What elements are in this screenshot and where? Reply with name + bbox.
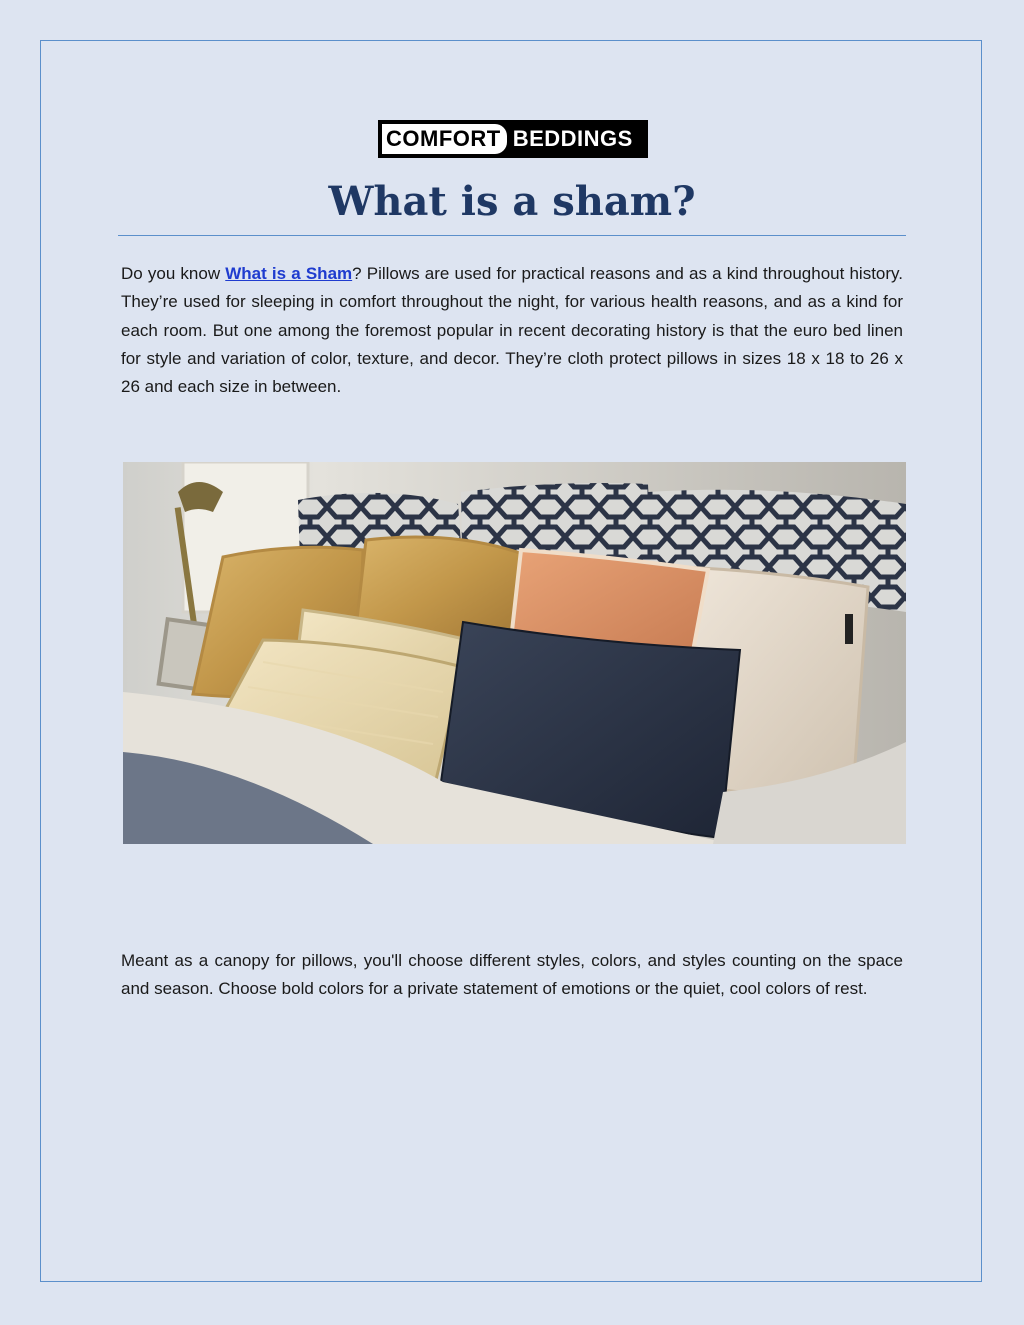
intro-lead: Do you know [121, 264, 226, 283]
logo-right-text: BEDDINGS [512, 126, 633, 151]
pillows-photo [123, 462, 906, 844]
intro-paragraph [121, 260, 903, 401]
logo-left-text: COMFORT [382, 124, 507, 154]
closing-paragraph: Meant as a canopy for pillows, you'll choose different styles, colors, and styles counting on the space and season. Choose bold colors for a private statement of emotions or the quiet, cool colors of rest. [121, 951, 903, 999]
comfort-beddings-logo [378, 120, 648, 158]
what-is-a-sham-link[interactable]: What is a Sham [225, 264, 353, 283]
title-divider [118, 235, 906, 236]
intro-rest: ? Pillows are used for practical reasons and as a kind throughout history. They’re used for sleeping in comfort throughout the night, for various health reasons, and as a kind for each room. But one among the foremost popular in recent decorating history is that the euro bed linen for style and variation of color, texture, and decor. They’re cloth protect pillows in sizes 18 x 18 to 26 x 26 and each size in between. [121, 264, 903, 397]
page-title: What is a sham? [328, 178, 696, 225]
